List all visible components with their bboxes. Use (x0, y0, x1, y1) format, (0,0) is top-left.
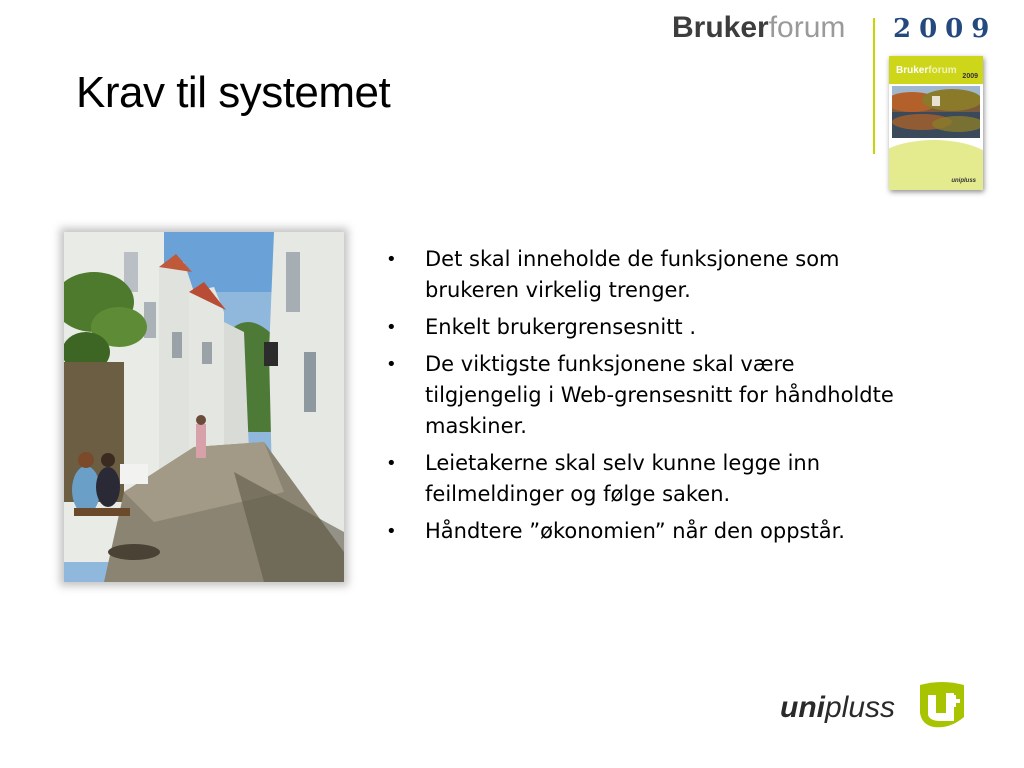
brochure-year: 2009 (962, 73, 978, 80)
header-divider (873, 18, 875, 154)
unipluss-wordmark-light: pluss (825, 691, 896, 724)
bullet-item (386, 516, 906, 547)
slide-title: Krav til systemet (76, 68, 391, 117)
bullet-text: Håndtere ”økonomien” når den oppstår. (425, 519, 845, 543)
bullet-text: Det skal inneholde de funksjonene som brukeren virkelig trenger. (425, 247, 840, 302)
brochure-logo: unipluss (951, 178, 976, 184)
brukerforum-logo (672, 10, 845, 46)
bullet-dot: • (386, 354, 397, 375)
unipluss-logo (776, 677, 976, 737)
brochure-lake-photo (892, 86, 980, 138)
bullet-text: Leietakerne skal selv kunne legge inn feilmeldinger og følge saken. (425, 451, 821, 506)
bullet-item (386, 312, 906, 343)
bullet-dot: • (386, 249, 397, 270)
header-year: 2009 (893, 14, 998, 44)
bullet-dot: • (386, 453, 397, 474)
bullet-item (386, 244, 906, 306)
brukerforum-logo-bold: Bruker (672, 11, 769, 44)
street-photo-image (64, 232, 344, 582)
brochure-title-light: forum (928, 65, 957, 76)
bullet-dot: • (386, 521, 397, 542)
street-photo (64, 232, 344, 582)
bullet-text: Enkelt brukergrensesnitt . (425, 315, 697, 339)
unipluss-wordmark (780, 691, 895, 725)
brukerforum-logo-light: forum (768, 11, 846, 44)
bullet-list (386, 244, 906, 553)
unipluss-wordmark-bold: uni (780, 691, 825, 724)
bullet-item (386, 448, 906, 510)
brochure-title-bold: Bruker (896, 65, 929, 76)
bullet-item (386, 349, 906, 442)
unipluss-badge-icon (914, 677, 970, 733)
brochure-title (896, 65, 957, 76)
bullet-text: De viktigste funksjonene skal være tilgjengelig i Web-grensesnitt for håndholdte maskiner. (425, 352, 894, 438)
brochure-thumbnail (889, 56, 983, 190)
bullet-dot: • (386, 317, 397, 338)
